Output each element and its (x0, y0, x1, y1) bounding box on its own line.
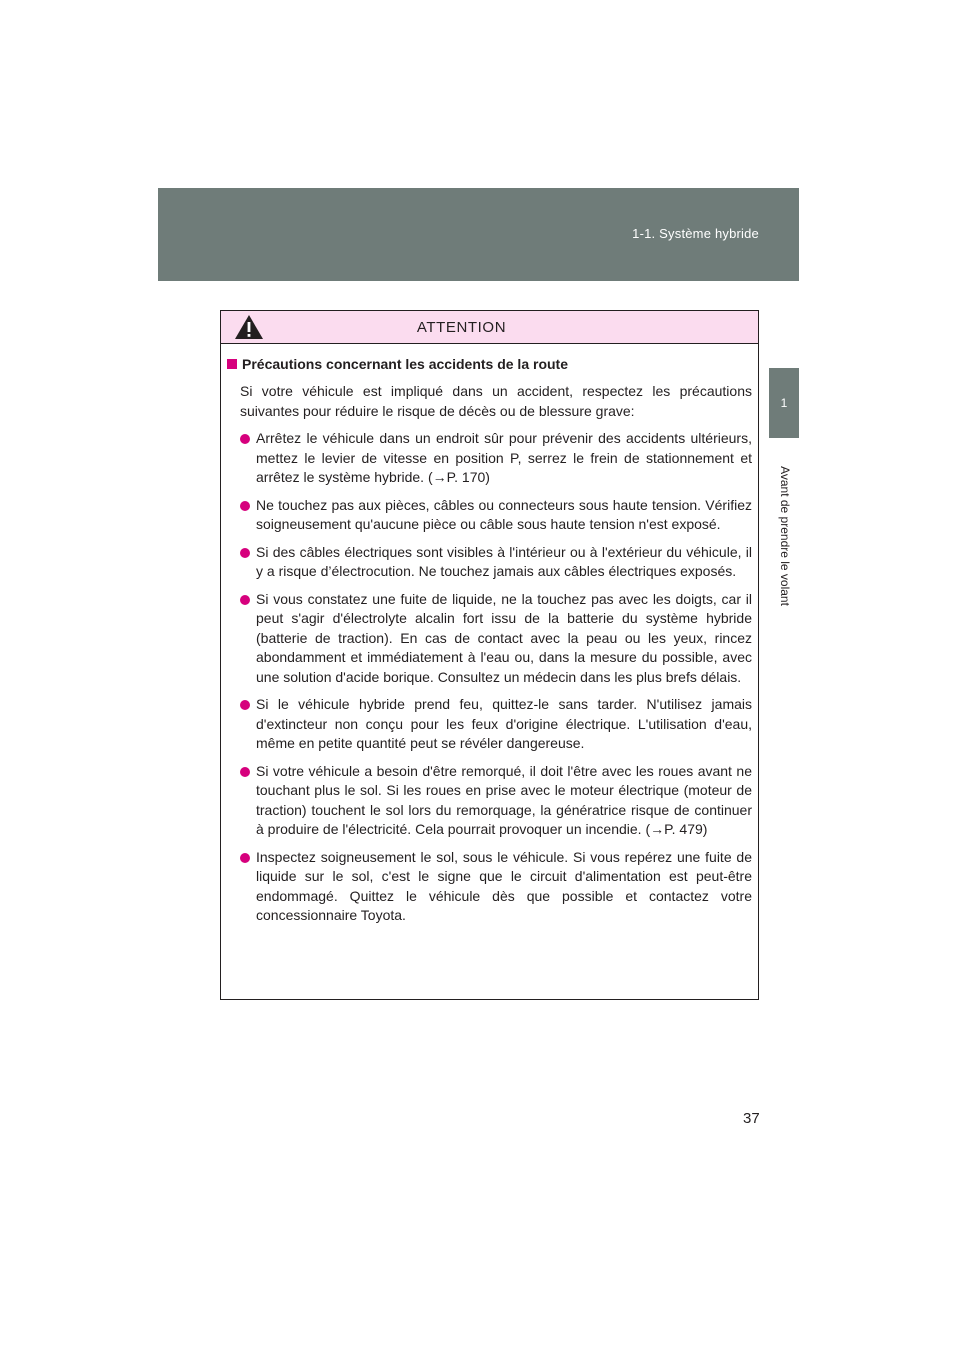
chapter-title: Avant de prendre le volant (778, 466, 792, 606)
round-bullet-icon (240, 767, 250, 777)
header-band (158, 188, 799, 281)
caution-item (240, 496, 752, 535)
caution-item (240, 543, 752, 582)
caution-item (240, 590, 752, 688)
caution-subheading (227, 354, 752, 374)
round-bullet-icon (240, 434, 250, 444)
caution-item-text: Si votre véhicule a besoin d'être remorqué, il doit l'être avec les roues avant ne touchant plus le sol. Si les roues en prise avec le moteur électrique (moteur de traction) touchent le sol lors du remorquage, la génératrice risque de continuer à produire de l'électricité. Cela pourrait provoquer un incendie. (→P. 479) (256, 762, 752, 837)
chapter-tab[interactable] (769, 368, 799, 438)
caution-body (221, 344, 758, 926)
square-bullet-icon (227, 359, 237, 369)
chapter-title-vertical (775, 450, 795, 622)
caution-item-text: Si des câbles électriques sont visibles à l'intérieur ou à l'extérieur du véhicule, il y a risque d’électrocution. Ne touchez jamais aux câbles électriques exposés. (256, 543, 752, 579)
caution-heading: ATTENTION (416, 318, 507, 336)
caution-item-text: Si le véhicule hybride prend feu, quittez-le sans tarder. N'utilisez jamais d'extincteur non conçu pour les feux d'origine électrique. L'utilisation d'eau, même en petite quantité peut se révéler dangereuse. (256, 696, 752, 751)
caution-box (220, 310, 759, 1000)
chapter-number: 1 (780, 396, 788, 410)
caution-intro: Si votre véhicule est impliqué dans un accident, respectez les précautions suivantes pour réduire le risque de décès ou de blessure grave: (240, 383, 752, 419)
caution-item-text: Ne touchez pas aux pièces, câbles ou connecteurs sous haute tension. Vérifiez soigneusement qu'aucune pièce ou câble sous haute tension n'est exposé. (256, 496, 752, 532)
page-number: 37 (743, 1110, 760, 1127)
round-bullet-icon (240, 501, 250, 511)
caution-item-text: Arrêtez le véhicule dans un endroit sûr pour prévenir des accidents ultérieurs, mettez le levier de vitesse en position P, serrez le frein de stationnement et arrêtez le système hybride. (→P. 170) (256, 430, 752, 485)
caution-item (240, 848, 752, 926)
round-bullet-icon (240, 700, 250, 710)
caution-item (240, 762, 752, 840)
caution-item (240, 695, 752, 754)
section-title: 1-1. Système hybride (632, 226, 759, 241)
round-bullet-icon (240, 548, 250, 558)
round-bullet-icon (240, 853, 250, 863)
caution-item (240, 429, 752, 488)
caution-subheading-text: Précautions concernant les accidents de la route (242, 356, 568, 372)
round-bullet-icon (240, 595, 250, 605)
caution-item-text: Si vous constatez une fuite de liquide, ne la touchez pas avec les doigts, car il peut s'agir d'électrolyte alcalin fort issu de la batterie du système hybride (batterie de traction). En cas de contact avec la peau ou les yeux, rincez abondamment et immédiatement à l'eau ou, dans la mesure du possible, avec une solution d'acide borique. Consultez un médecin dans les plus brefs délais. (256, 590, 752, 685)
warning-triangle-icon (234, 314, 264, 340)
caution-header (221, 311, 758, 344)
caution-item-text: Inspectez soigneusement le sol, sous le véhicule. Si vous repérez une fuite de liquide sur le sol, c'est le signe que le circuit d'alimentation est peut-être endommagé. Quittez le véhicule dès que possible et contactez votre concessionnaire Toyota. (256, 848, 752, 923)
